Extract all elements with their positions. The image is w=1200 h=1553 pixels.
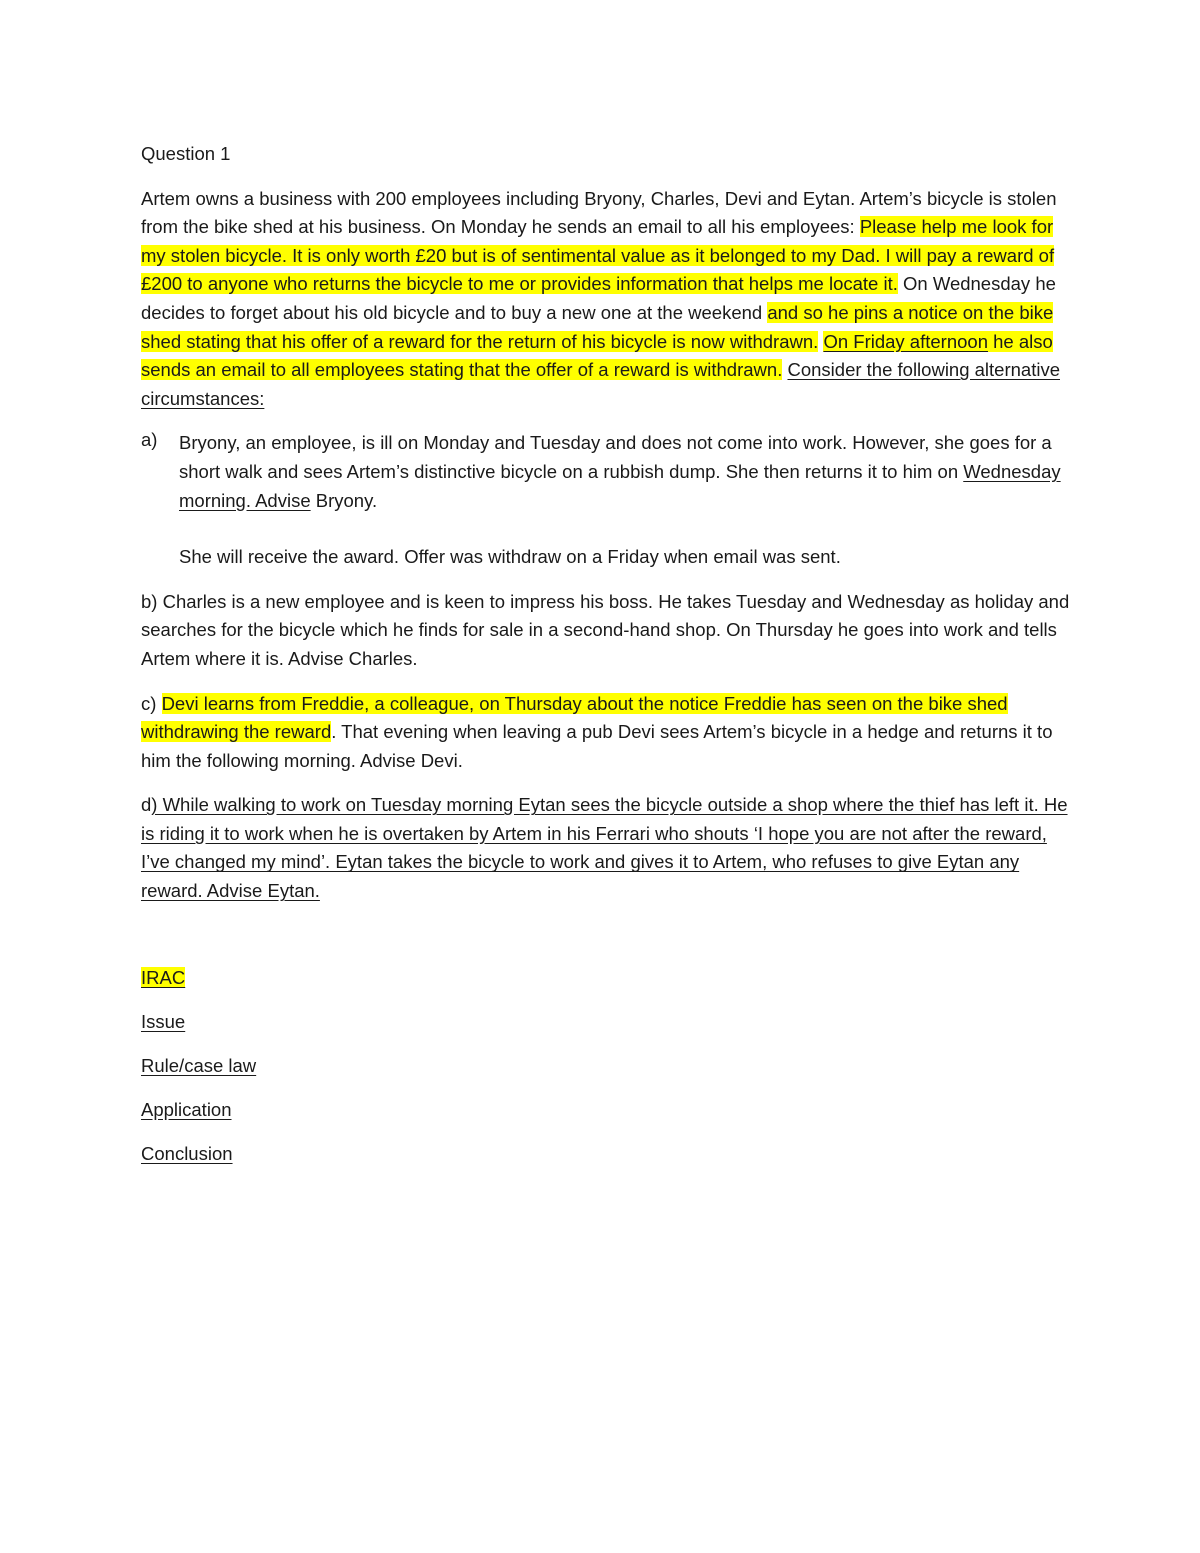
item-a-underlined: Wednesday morning. Advise — [179, 460, 1061, 511]
irac-issue-text: Issue — [141, 1010, 186, 1032]
item-c-text-2: . That evening when leaving a pub Devi sees Artem’s bicycle in a hedge and returns it to him the following morning. Advise Devi. — [141, 721, 1053, 771]
item-a-text — [179, 429, 1071, 515]
list-marker-a: a) — [141, 429, 158, 451]
item-c-highlight: Devi learns from Freddie, a colleague, on Thursday about the notice Freddie has seen on the bike shed withdrawing the reward — [141, 692, 1008, 743]
irac-rule-text: Rule/case law — [141, 1055, 257, 1077]
irac-conclusion — [141, 1140, 1071, 1169]
irac-rule — [141, 1052, 1071, 1081]
intro-consider-line: Consider the following alternative circumstances: — [141, 359, 1060, 409]
item-d-text-1: d — [141, 794, 152, 816]
item-a-text-1: Bryony, an employee, is ill on Monday and Tuesday and does not come into work. However, she goes for a short walk and sees Artem’s distinctive bicycle on a rubbish dump. She then returns it to him on — [179, 432, 1052, 482]
list-item-a — [141, 429, 1071, 515]
irac-issue — [141, 1008, 1071, 1037]
irac-heading-text: IRAC — [141, 966, 186, 988]
question-title: Question 1 — [141, 143, 231, 164]
item-c-text — [141, 690, 1071, 776]
intro-highlight-email: Please help me look for my stolen bicycle. It is only worth £20 but is of sentimental value as it belonged to my Dad. I will pay a reward of £200 to anyone who returns the bicycle to me or provides information that helps me locate it. — [141, 216, 1055, 295]
item-a-text-2: Bryony. — [310, 489, 378, 511]
document-body — [141, 140, 1071, 1185]
item-d-text — [141, 791, 1071, 905]
intro-highlight-notice: and so he pins a notice on the bike shed stating that his offer of a reward for the return of his bicycle is now withdrawn. — [141, 301, 1054, 352]
irac-application-text: Application — [141, 1099, 232, 1121]
item-a-answer: She will receive the award. Offer was withdraw on a Friday when email was sent. — [179, 546, 841, 568]
intro-text-2: On Wednesday he decides to forget about his old bicycle and to buy a new one at the weekend — [141, 273, 1056, 323]
intro-highlight-withdraw-email: he also sends an email to all employees stating that the offer of a reward is withdrawn. — [141, 330, 1053, 381]
irac-conclusion-text: Conclusion — [141, 1143, 233, 1165]
question-intro — [141, 185, 1071, 414]
item-b-text: b) Charles is a new employee and is keen to impress his boss. He takes Tuesday and Wednesday as holiday and searches for the bicycle which he finds for sale in a second-hand shop. On Thursday he goes into work and tells Artem where it is. Advise Charles. — [141, 590, 1070, 669]
intro-text-1: Artem owns a business with 200 employees including Bryony, Charles, Devi and Eytan. Artem’s bicycle is stolen from the bike shed at his business. On Monday he sends an email to all his employees: — [141, 187, 1057, 238]
irac-section — [141, 964, 1071, 1169]
item-d-underlined: ) While walking to work on Tuesday morning Eytan sees the bicycle outside a shop where the thief has left it. He is riding it to work when he is overtaken by Artem in his Ferrari who shouts ‘I hope you are not after the reward, I’ve changed my mind’. Eytan takes the bicycle to work and gives it to Artem, who refuses to give Eytan any reward. Advise Eytan. — [141, 794, 1068, 902]
irac-heading — [141, 964, 1071, 993]
item-c-text-1: c) — [141, 692, 162, 714]
intro-highlight-friday: On Friday afternoon — [823, 330, 988, 352]
irac-application — [141, 1096, 1071, 1125]
